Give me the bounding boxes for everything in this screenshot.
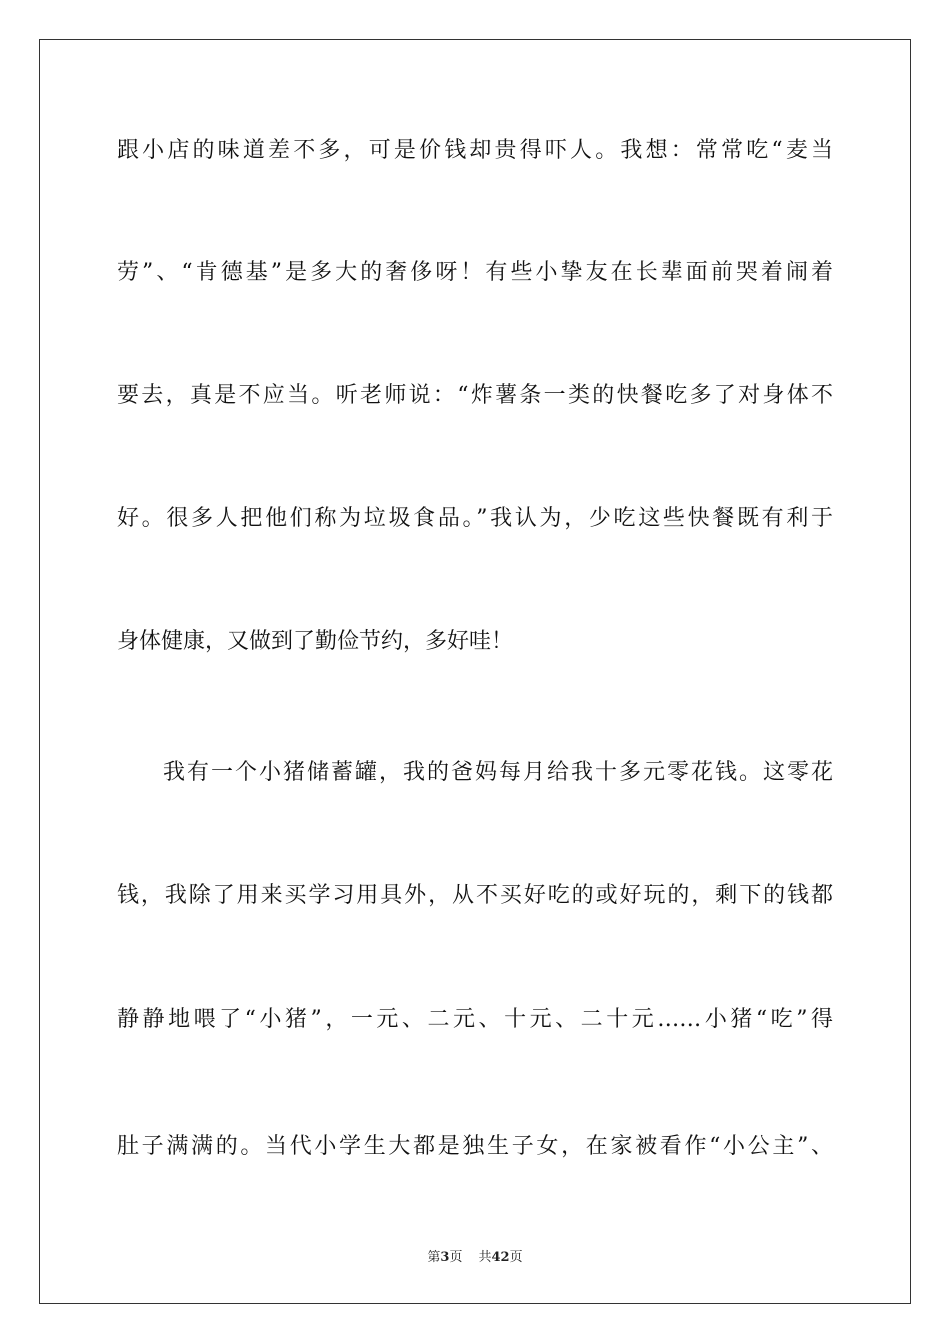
footer-total-number: 42 [491,1250,510,1265]
body-line-4: 好。很多人把他们称为垃圾食品。”我认为，少吃这些快餐既有利于 [117,506,833,531]
page-footer [0,1249,950,1267]
body-line-5: 身体健康，又做到了勤俭节约，多好哇！ [117,629,514,654]
footer-total-suffix: 页 [509,1250,523,1265]
body-line-1: 跟小店的味道差不多，可是价钱却贵得吓人。我想：常常吃“麦当 [117,138,833,163]
footer-page-prefix: 第 [427,1250,441,1265]
page-border [39,39,911,1304]
body-line-6: 我有一个小猪储蓄罐，我的爸妈每月给我十多元零花钱。这零花 [163,760,833,785]
body-line-2: 劳”、“肯德基”是多大的奢侈呀！有些小挚友在长辈面前哭着闹着 [117,260,833,285]
body-line-3: 要去，真是不应当。听老师说：“炸薯条一类的快餐吃多了对身体不 [117,383,833,408]
body-line-8: 静静地喂了“小猪”，一元、二元、十元、二十元……小猪“吃”得 [117,1007,833,1032]
footer-total-prefix: 共 [478,1250,492,1265]
body-line-9: 肚子满满的。当代小学生大都是独生子女，在家被看作“小公主”、 [117,1134,833,1159]
footer-page-suffix: 页 [449,1250,463,1265]
footer-page-number: 3 [440,1250,450,1265]
body-line-7: 钱，我除了用来买学习用具外，从不买好吃的或好玩的，剩下的钱都 [117,883,833,908]
